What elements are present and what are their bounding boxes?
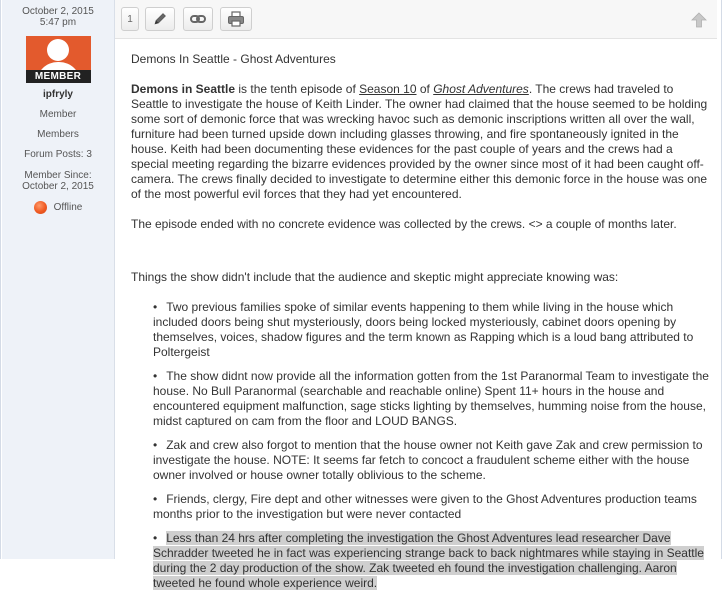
selected-text: Less than 24 hrs after completing the investigation the Ghost Adventures lead researcher Dave Schradder tweeted he in fact was experiencing strange back to back nightmares while staying in Seattle during the 2 day production of the show. Zak tweeted eh found the investigation challenging. Aaron tweeted he found whole experience weird. <box>153 531 704 590</box>
list-item-text: Friends, clergy, Fire dept and other witnesses were given to the Ghost Adventures production teams months prior to the investigation but were never contacted <box>153 492 697 521</box>
episode-name: Demons in Seattle <box>131 82 236 96</box>
lead-paragraph: Things the show didn't include that the audience and skeptic might appreciate knowing was: <box>131 270 619 284</box>
ending-paragraph: The episode ended with no concrete evidence was collected by the crews. <> a couple of months later. <box>131 217 677 231</box>
list-item-text: The show didnt now provide all the information gotten from the 1st Paranormal Team to investigate the house. No Bull Paranormal (searchable and reachable online) Spent 11+ hours in the house and encountered equipment malfunction, sage sticks lighting by themselves, humming noise from the house, midst captured on cam from the floor and LOUD BANGS. <box>153 369 709 428</box>
intro-text-3: . The crews had traveled to Seattle to investigate the house of Keith Linder. The owner had claimed that the house seemed to be holding some sort of demonic force that was wrecking havoc such as demonic inscriptions written all over the wall, furniture had been turned upside down including glasses throwing, and fire spontaneously ignited in the house. Keith had been documenting these evidences for the past couple of years and the crews had a special meeting regarding the bizarre evidences provided by the owner since most of it had been caught off-camera. The crews finally decided to investigate to determine either this demonic force in the house was one of the most powerful evil forces that they had yet encountered. <box>131 82 708 201</box>
post-toolbar <box>115 0 717 39</box>
member-badge: MEMBER <box>26 70 91 83</box>
list-item-text: Two previous families spoke of similar events happening to them while living in the house which included doors being shut mysteriously, doors being locked mysteriously, cabinet doors opening by themselves, voices, shadow figures and the term known as Rapping which is a loud bang attributed to Poltergeist <box>153 300 694 359</box>
print-button[interactable] <box>220 7 252 31</box>
bullet-list <box>131 300 711 591</box>
offline-status-icon <box>34 201 47 214</box>
bullet-marker: • <box>153 492 158 506</box>
intro-paragraph <box>131 82 711 202</box>
bullet-marker: • <box>153 531 158 545</box>
link-icon <box>190 12 206 26</box>
avatar-head-shape <box>47 39 69 61</box>
post-number-button[interactable]: 1 <box>121 7 139 31</box>
bullet-marker: • <box>153 369 158 383</box>
ghost-adventures-link[interactable]: Ghost Adventures <box>433 82 529 96</box>
back-to-top-icon <box>691 12 707 28</box>
user-rank: Member <box>39 109 77 120</box>
intro-text-1: is the tenth episode of <box>235 82 360 96</box>
edit-button[interactable] <box>145 7 175 31</box>
forum-posts-count: Forum Posts: 3 <box>24 149 92 160</box>
intro-text-2: of <box>416 82 434 96</box>
user-group: Members <box>37 129 79 140</box>
permalink-button[interactable] <box>183 7 213 31</box>
edit-icon <box>152 11 168 27</box>
back-to-top-button[interactable] <box>691 12 707 33</box>
online-status-label: Offline <box>53 202 83 213</box>
bullet-marker: • <box>153 300 158 314</box>
list-item <box>153 492 711 522</box>
list-item <box>153 300 711 360</box>
list-item <box>153 438 711 483</box>
avatar[interactable] <box>26 36 91 83</box>
author-sidebar <box>2 0 115 559</box>
season-10-link[interactable]: Season 10 <box>359 82 417 96</box>
post-title: Demons In Seattle - Ghost Adventures <box>131 52 336 66</box>
post-date-time: 5:47 pm <box>39 17 77 28</box>
post-date <box>2 6 114 28</box>
online-status <box>2 201 114 214</box>
member-since-date: October 2, 2015 <box>22 181 94 192</box>
member-since <box>2 170 114 192</box>
post-content <box>131 44 711 600</box>
list-item-highlighted <box>153 531 711 591</box>
list-item-text: Zak and crew also forgot to mention that the house owner not Keith gave Zak and crew permission to investigate the house. NOTE: It seems far fetch to concoct a fraudulent scheme either with the house owner involved or house owner totally oblivious to the scheme. <box>153 438 703 482</box>
bullet-marker: • <box>153 438 158 452</box>
list-item <box>153 369 711 429</box>
print-icon <box>227 11 245 27</box>
username-link[interactable]: ipfryly <box>42 89 73 100</box>
member-since-label: Member Since: <box>24 170 92 181</box>
post-date-day: October 2, 2015 <box>22 6 94 17</box>
